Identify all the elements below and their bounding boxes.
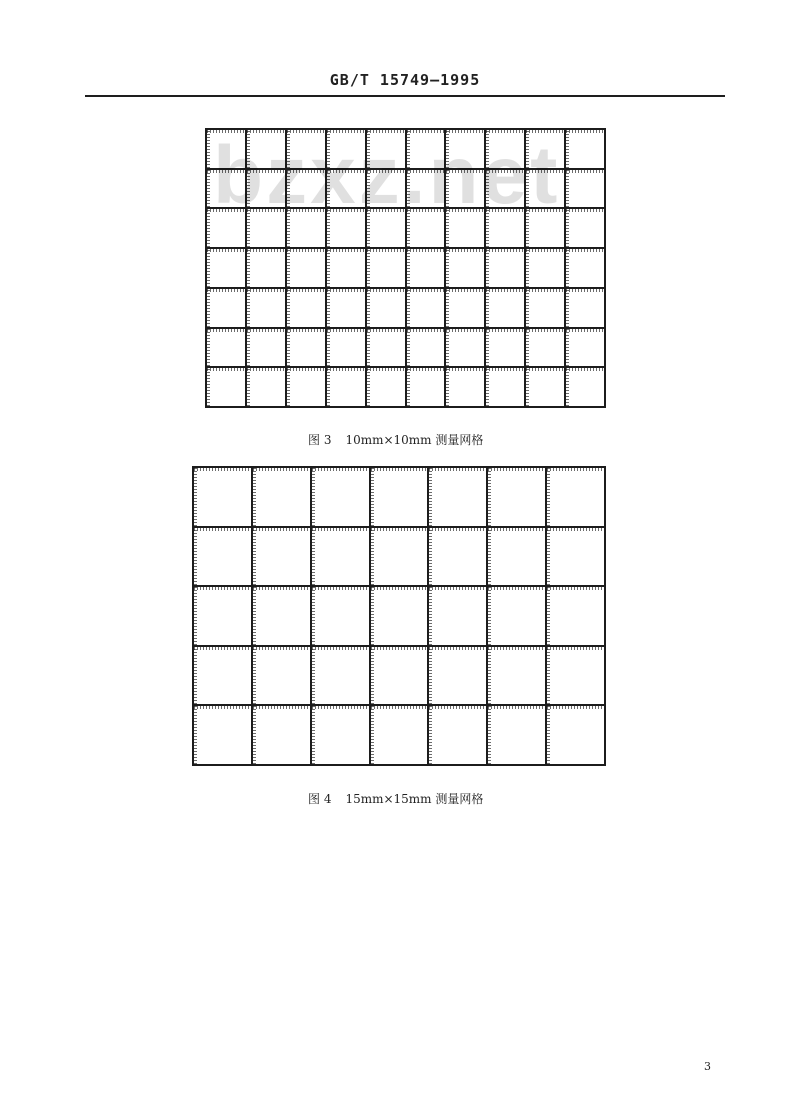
grid-cell (247, 170, 287, 210)
grid-cell (526, 329, 566, 369)
grid-cell (446, 329, 486, 369)
grid-cell (367, 249, 407, 289)
grid-cell (429, 528, 488, 588)
grid-cell (429, 647, 488, 707)
grid-cell (566, 329, 606, 369)
grid-cell (566, 368, 606, 408)
grid-cell (207, 130, 247, 170)
grid-cell (194, 528, 253, 588)
grid-cell (253, 468, 312, 528)
grid-cell (287, 209, 327, 249)
grid-cell (247, 209, 287, 249)
grid-cell (367, 130, 407, 170)
grid-cell (446, 170, 486, 210)
grid-cell (407, 209, 447, 249)
grid-cell (371, 587, 430, 647)
grid-cell (486, 329, 526, 369)
grid-cell (547, 528, 606, 588)
grid-cell (247, 289, 287, 329)
grid-cell (207, 368, 247, 408)
grid-cell (312, 528, 371, 588)
grid-cell (407, 329, 447, 369)
grid-cell (207, 289, 247, 329)
grid-cell (327, 130, 367, 170)
grid-cell (526, 289, 566, 329)
grid-cell (547, 587, 606, 647)
figure-3-label: 图 3 (308, 433, 332, 447)
grid-cell (486, 130, 526, 170)
grid-cell (327, 249, 367, 289)
grid-cell (287, 329, 327, 369)
grid-cell (371, 647, 430, 707)
grid-cell (486, 368, 526, 408)
standard-number-header: GB/T 15749—1995 (329, 71, 481, 89)
grid-cell (407, 289, 447, 329)
grid-cell (327, 368, 367, 408)
grid-cell (486, 289, 526, 329)
figure-4-label: 图 4 (308, 792, 332, 806)
grid-cell (446, 249, 486, 289)
grid-cell (253, 528, 312, 588)
grid-cell (367, 209, 407, 249)
grid-cell (486, 170, 526, 210)
grid-cell (253, 647, 312, 707)
header-rule (85, 95, 725, 97)
grid-cell (526, 249, 566, 289)
grid-cell (287, 368, 327, 408)
grid-cell (207, 209, 247, 249)
grid-cell (526, 130, 566, 170)
grid-cell (367, 329, 407, 369)
grid-cell (488, 647, 547, 707)
grid-cell (488, 528, 547, 588)
grid-cell (247, 130, 287, 170)
figure-4-title: 15mm×15mm 测量网格 (345, 792, 484, 806)
grid-cell (526, 368, 566, 408)
grid-cell (407, 130, 447, 170)
grid-cell (194, 647, 253, 707)
grid-cell (287, 130, 327, 170)
grid-cell (429, 706, 488, 766)
measurement-grid-10mm (205, 128, 606, 408)
grid-cell (488, 468, 547, 528)
grid-cell (367, 170, 407, 210)
grid-cell (486, 249, 526, 289)
grid-cell (247, 368, 287, 408)
grid-cell (207, 329, 247, 369)
grid-cell (371, 468, 430, 528)
grid-cell (566, 170, 606, 210)
grid-cell (247, 329, 287, 369)
figure-3-caption (308, 431, 483, 448)
grid-cell (488, 706, 547, 766)
grid-cell (312, 587, 371, 647)
grid-cell (566, 130, 606, 170)
grid-cell (446, 209, 486, 249)
grid-cell (327, 170, 367, 210)
grid-cell (488, 587, 547, 647)
grid-cell (312, 706, 371, 766)
grid-cell (407, 249, 447, 289)
grid-cell (371, 528, 430, 588)
watermark: bzxz.net (213, 130, 561, 221)
grid-cell (547, 706, 606, 766)
grid-cell (446, 368, 486, 408)
grid-cell (526, 209, 566, 249)
grid-cell (429, 587, 488, 647)
grid-cell (327, 329, 367, 369)
grid-cell (526, 170, 566, 210)
measurement-grid-15mm (192, 466, 606, 766)
grid-cell (446, 130, 486, 170)
grid-cell (547, 468, 606, 528)
grid-cell (327, 289, 367, 329)
figure-4-caption (308, 790, 483, 807)
grid-cell (429, 468, 488, 528)
grid-cell (253, 706, 312, 766)
grid-cell (566, 249, 606, 289)
grid-cell (194, 468, 253, 528)
grid-cell (371, 706, 430, 766)
grid-cell (407, 368, 447, 408)
grid-cell (287, 170, 327, 210)
page-number: 3 (704, 1060, 711, 1073)
grid-cell (327, 209, 367, 249)
grid-cell (207, 249, 247, 289)
grid-cell (194, 587, 253, 647)
grid-cell (566, 289, 606, 329)
grid-cell (446, 289, 486, 329)
grid-cell (367, 289, 407, 329)
grid-cell (407, 170, 447, 210)
grid-cell (287, 289, 327, 329)
grid-cell (486, 209, 526, 249)
grid-cell (367, 368, 407, 408)
grid-cell (253, 587, 312, 647)
grid-cell (287, 249, 327, 289)
grid-cell (547, 647, 606, 707)
grid-cell (207, 170, 247, 210)
grid-cell (312, 468, 371, 528)
grid-cell (312, 647, 371, 707)
grid-cell (194, 706, 253, 766)
grid-cell (247, 249, 287, 289)
grid-cell (566, 209, 606, 249)
figure-3-title: 10mm×10mm 测量网格 (345, 433, 484, 447)
